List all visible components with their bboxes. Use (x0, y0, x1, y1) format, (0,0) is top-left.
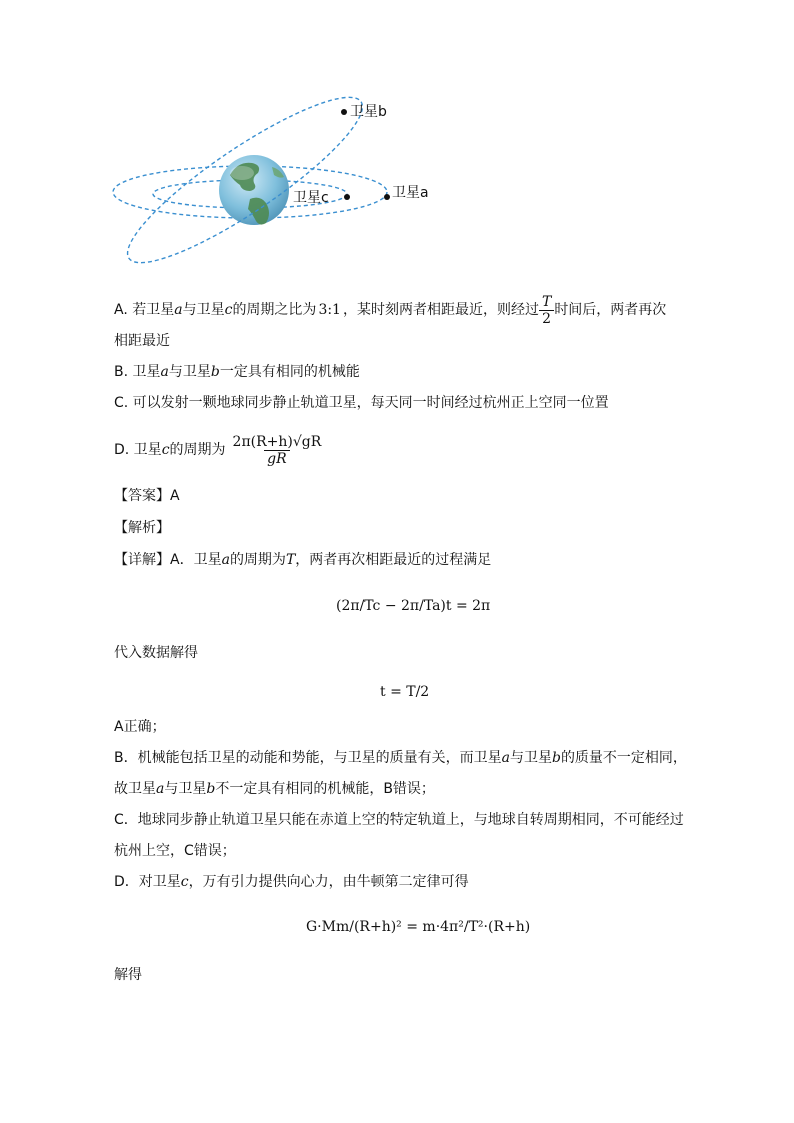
var-b: b (551, 750, 561, 766)
detail-line-3: A正确； (114, 719, 166, 735)
option-b-text: 与卫星 (168, 364, 211, 380)
detail-line-5 (114, 779, 435, 799)
var-b: b (210, 364, 220, 380)
earth-globe (219, 155, 289, 225)
satellite-c-label: 卫星c (293, 190, 329, 206)
detail-text: 与卫星 (509, 750, 552, 766)
option-a-text: A. 若卫星 (114, 302, 175, 318)
var-c: c (224, 302, 233, 318)
option-a (114, 290, 666, 330)
detail-text: 与卫星 (164, 781, 207, 797)
option-a-line2: 相距最近 (114, 333, 170, 349)
frac-den: 2 (539, 310, 554, 327)
satellite-a-label: 卫星a (392, 185, 429, 201)
var-c: c (161, 442, 170, 458)
detail-text: B．机械能包括卫星的动能和势能，与卫星的质量有关，而卫星 (114, 750, 502, 766)
period-formula-num (230, 434, 325, 450)
period-formula-den: gR (264, 450, 290, 467)
detail-text: 不一定具有相同的机械能，B错误； (215, 781, 435, 797)
satellite-a-dot (384, 194, 390, 200)
option-a-text: 时间后，两者再次 (554, 302, 667, 318)
detail-text: 的周期为 (229, 552, 286, 568)
option-d-text: D. 卫星 (114, 442, 162, 458)
var-a: a (501, 750, 510, 766)
var-c: c (180, 874, 189, 890)
var-a: a (174, 302, 183, 318)
detail-text: 故卫星 (114, 781, 156, 797)
option-a-text: 的周期之比为 (232, 302, 317, 318)
option-b-text: 一定具有相同的机械能 (219, 364, 360, 380)
ratio: 3:1 (318, 302, 341, 318)
detail-line-9: 解得 (114, 967, 142, 983)
detail-line-7: 杭州上空，C错误； (114, 843, 236, 859)
equation-1-text: (2π/Tc − 2π/Ta)t = 2π (336, 598, 491, 614)
detail-line-4 (114, 748, 687, 768)
equation-3-text: G·Mm/(R+h)² = m·4π²/T²·(R+h) (306, 919, 531, 935)
frac-num: T (541, 293, 552, 310)
var-a: a (221, 552, 230, 568)
detail-line-6: C．地球同步静止轨道卫星只能在赤道上空的特定轨道上，与地球自转周期相同，不可能经过 (114, 812, 684, 828)
option-b (114, 362, 360, 382)
satellite-b-label: 卫星b (350, 104, 387, 120)
option-b-text: B. 卫星 (114, 364, 161, 380)
option-d-text: 的周期为 (169, 442, 226, 458)
equation-2-text: t = T/2 (380, 684, 430, 700)
equation-1 (336, 584, 490, 628)
var-a: a (160, 364, 169, 380)
var-b: b (206, 781, 216, 797)
option-a-text: 与卫星 (182, 302, 225, 318)
var-t: T (285, 552, 296, 568)
option-d (114, 430, 324, 470)
analysis-label: 【解析】 (114, 520, 170, 536)
equation-3 (306, 904, 530, 950)
detail-line-1 (114, 550, 491, 570)
detail-text: ，两者再次相距最近的过程满足 (295, 552, 492, 568)
satellite-c-dot (344, 194, 350, 200)
detail-text: ，万有引力提供向心力，由牛顿第二定律可得 (188, 874, 469, 890)
detail-line-2: 代入数据解得 (114, 645, 198, 661)
orbit-figure (100, 95, 440, 285)
option-a-text: ，某时刻两者相距最近，则经过 (342, 302, 539, 318)
detail-text: 的质量不一定相同， (560, 750, 687, 766)
answer-label: 【答案】A (114, 488, 180, 504)
fraction-t-over-2 (539, 294, 554, 327)
detail-text: 【详解】A．卫星 (114, 552, 222, 568)
detail-text: D．对卫星 (114, 874, 181, 890)
period-num-text: 2π(R+h)√gR (232, 433, 322, 450)
var-a: a (156, 781, 165, 797)
detail-line-8 (114, 872, 469, 892)
period-formula (230, 434, 325, 467)
satellite-b-dot (341, 109, 347, 115)
option-c: C. 可以发射一颗地球同步静止轨道卫星，每天同一时间经过杭州正上空同一位置 (114, 395, 609, 411)
equation-2 (380, 672, 429, 712)
